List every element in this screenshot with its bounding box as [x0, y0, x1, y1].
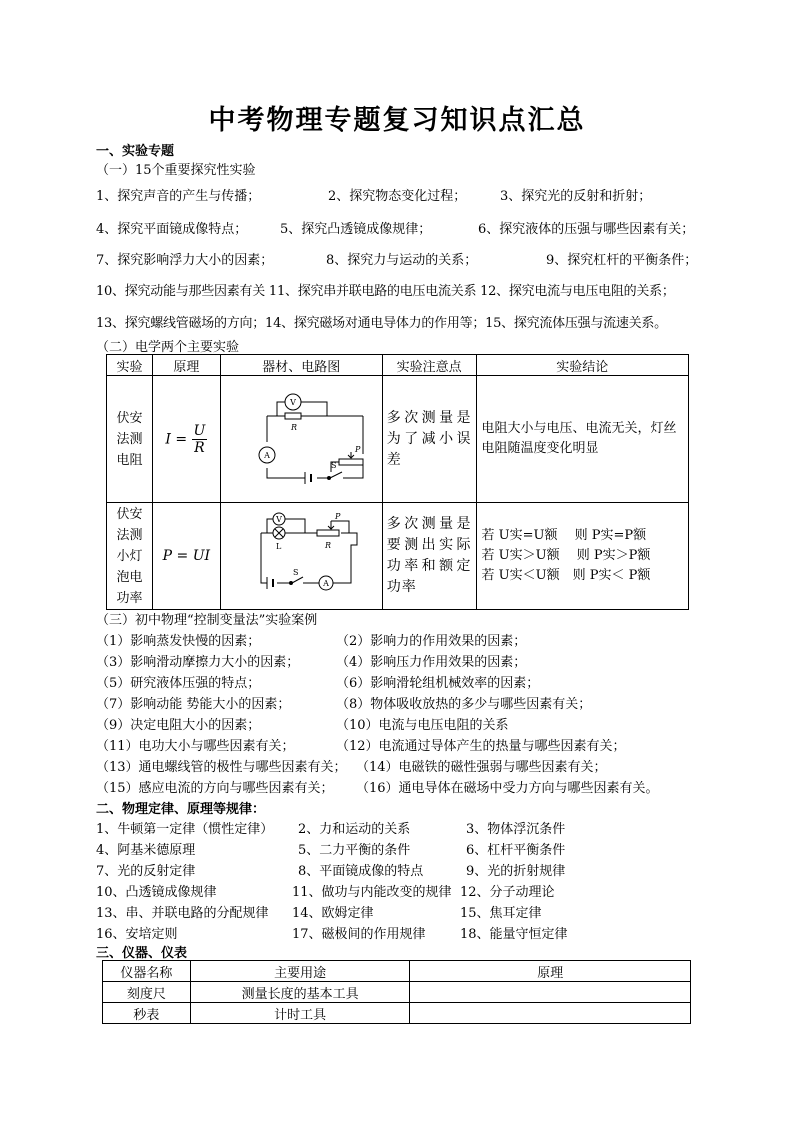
list-item: 6、杠杆平衡条件 [466, 843, 566, 858]
svg-text:L: L [275, 542, 282, 551]
section2-heading: 二、物理定律、原理等规律： [96, 802, 266, 817]
list-item: （2）影响力的作用效果的因素； [336, 634, 527, 649]
list-item: 12、分子动理论 [460, 885, 555, 900]
svg-text:P: P [354, 445, 361, 454]
svg-text:P: P [334, 512, 341, 521]
principle-formula: P = UI [152, 503, 220, 610]
list-item: （13）通电螺线管的极性与哪些因素有关； [96, 760, 347, 775]
principle-formula: I = $\frac{U}{R}$ [152, 376, 220, 503]
list-item: 8、探究力与运动的关系； [326, 253, 478, 268]
table-cell: 秒表 [103, 1003, 191, 1024]
list-item: 10、凸透镜成像规律 [96, 885, 217, 900]
table-header: 实验 [107, 355, 153, 376]
table-cell [410, 1003, 691, 1024]
svg-text:A: A [263, 451, 270, 460]
table-row [103, 1003, 691, 1024]
page-title: 中考物理专题复习知识点汇总 [208, 105, 586, 136]
list-item: （7）影响动能 势能大小的因素； [96, 697, 291, 712]
svg-text:S: S [330, 461, 337, 470]
svg-text:S: S [292, 568, 299, 577]
list-item: 17、磁极间的作用规律 [292, 927, 426, 942]
list-item: 5、二力平衡的条件 [298, 843, 411, 858]
table-header: 实验结论 [476, 355, 688, 376]
experiment-name: 伏安法测小灯泡电功率 [107, 503, 153, 610]
svg-text:R: R [290, 423, 297, 432]
list-item: 18、能量守恒定律 [460, 927, 568, 942]
list-item: 9、光的折射规律 [466, 864, 566, 879]
list-item: 16、安培定则 [96, 927, 178, 942]
experiment-table [106, 354, 689, 610]
table-header: 原理 [410, 961, 691, 982]
circuit-diagram-icon [221, 503, 381, 605]
svg-text:V: V [289, 398, 296, 407]
section1-heading: 一、实验专题 [96, 144, 175, 159]
table-cell: 测量长度的基本工具 [190, 982, 410, 1003]
table-header: 实验注意点 [382, 355, 476, 376]
list-item: （14）电磁铁的磁性强弱与哪些因素有关； [356, 760, 607, 775]
table-cell [410, 982, 691, 1003]
table-header: 仪器名称 [103, 961, 191, 982]
list-item: （10）电流与电压电阻的关系 [336, 718, 509, 733]
list-item: （9）决定电阻大小的因素； [96, 718, 261, 733]
experiment-note: 多次测量是要测出实际功率和额定功率 [382, 503, 476, 610]
table-row [103, 982, 691, 1003]
list-item: 5、探究凸透镜成像规律； [280, 222, 432, 237]
list-item: （8）物体吸收放热的多少与哪些因素有关； [336, 697, 592, 712]
table-cell: 计时工具 [190, 1003, 410, 1024]
list-item: （6）影响滑轮组机械效率的因素； [336, 676, 540, 691]
experiment-conclusion: 电阻大小与电压、电流无关，灯丝电阻随温度变化明显 [476, 376, 688, 503]
list-item: 2、探究物态变化过程； [328, 189, 467, 204]
circuit-diagram-resistance [220, 376, 382, 503]
list-item: 7、探究影响浮力大小的因素； [96, 253, 274, 268]
section3-heading: 三、仪器、仪表 [96, 946, 188, 961]
instrument-table [102, 960, 691, 1024]
list-item: 8、平面镜成像的特点 [298, 864, 424, 879]
section1-sub3: （三）初中物理“控制变量法”实验案例 [96, 613, 318, 628]
svg-text:V: V [275, 515, 282, 524]
experiment-conclusion: 若 U实=U额 则 P实=P额 若 U实＞U额 则 P实＞P额 若 U实＜U额 则 P实＜ P额 [476, 503, 688, 610]
table-cell: 刻度尺 [103, 982, 191, 1003]
section1-sub1: （一）15个重要探究性实验 [96, 163, 256, 178]
list-item: （3）影响滑动摩擦力大小的因素； [96, 655, 300, 670]
list-item: （4）影响压力作用效果的因素； [336, 655, 527, 670]
experiment-name: 伏安法测电阻 [107, 376, 153, 503]
experiment-note: 多次测量是为了减小误差 [382, 376, 476, 503]
svg-text:R: R [324, 541, 331, 550]
list-item: 10、探究动能与那些因素有关 11、探究串并联电路的电压电流关系 12、探究电流与电压电阻的关系； [96, 284, 675, 299]
list-item: 13、串、并联电路的分配规律 [96, 906, 269, 921]
list-item: （12）电流通过导体产生的热量与哪些因素有关； [336, 739, 626, 754]
list-item: 13、探究螺线管磁场的方向；14、探究磁场对通电导体力的作用等；15、探究流体压强与流速关系。 [96, 316, 667, 331]
table-row [107, 503, 689, 610]
list-item: 6、探究液体的压强与哪些因素有关； [478, 222, 695, 237]
list-item: 3、探究光的反射和折射； [500, 189, 652, 204]
list-item: （11）电功大小与哪些因素有关； [96, 739, 295, 754]
list-item: 15、焦耳定律 [460, 906, 542, 921]
circuit-diagram-icon [221, 376, 381, 498]
list-item: 11、做功与内能改变的规律 [292, 885, 452, 900]
list-item: 4、探究平面镜成像特点； [96, 222, 248, 237]
list-item: 1、探究声音的产生与传播； [96, 189, 261, 204]
table-header: 主要用途 [190, 961, 410, 982]
list-item: 7、光的反射定律 [96, 864, 196, 879]
svg-text:A: A [322, 579, 329, 588]
list-item: 1、牛顿第一定律（惯性定律） [96, 822, 274, 837]
section1-sub2: （二）电学两个主要实验 [96, 340, 240, 355]
list-item: 2、力和运动的关系 [298, 822, 411, 837]
list-item: 3、物体浮沉条件 [466, 822, 566, 837]
table-header: 器材、电路图 [220, 355, 382, 376]
list-item: （15）感应电流的方向与哪些因素有关； [96, 781, 334, 796]
list-item: 14、欧姆定律 [292, 906, 374, 921]
circuit-diagram-power [220, 503, 382, 610]
list-item: （16）通电导体在磁场中受力方向与哪些因素有关。 [356, 781, 659, 796]
table-row [107, 376, 689, 503]
list-item: 9、探究杠杆的平衡条件； [546, 253, 698, 268]
list-item: 4、阿基米德原理 [96, 843, 196, 858]
list-item: （1）影响蒸发快慢的因素； [96, 634, 261, 649]
list-item: （5）研究液体压强的特点； [96, 676, 261, 691]
table-header: 原理 [152, 355, 220, 376]
